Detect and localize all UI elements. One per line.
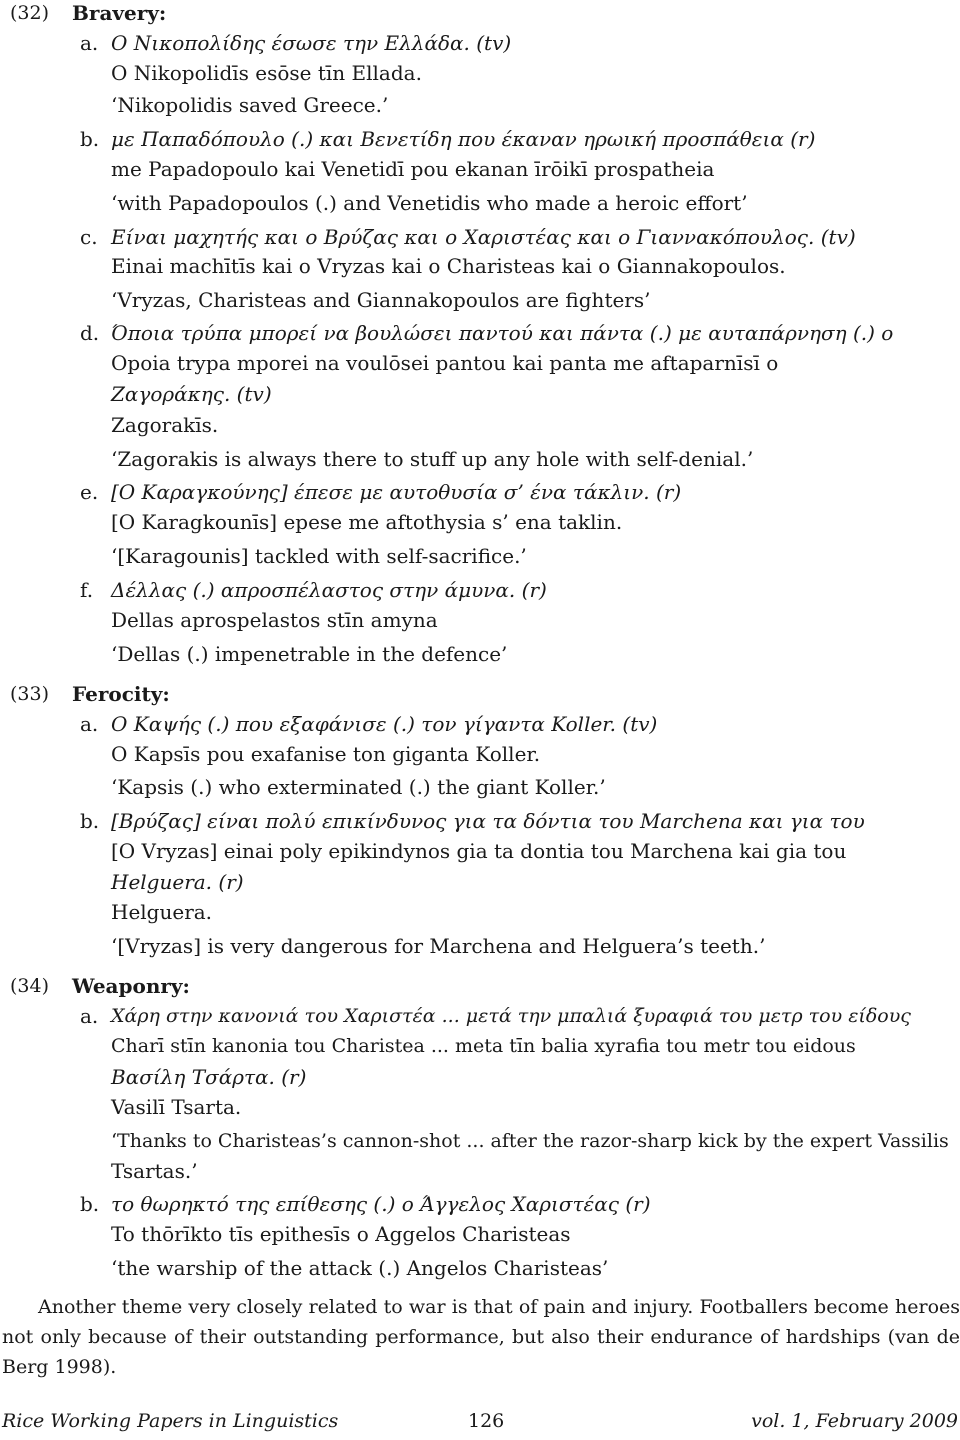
gloss-line: ‘Thanks to Charisteas’s cannon-shot ... after the razor-sharp kick by the expert Vassilis (111, 1130, 949, 1152)
example-title-weaponry: Weaponry: (72, 974, 190, 998)
item-label: b. (80, 1192, 100, 1216)
greek-line: Όποια τρύπα μπορεί να βουλώσει παντού και πάντα (.) με αυταπάρνηση (.) ο (111, 321, 894, 345)
transliteration-line: Dellas aprospelastos stīn amyna (111, 608, 438, 632)
greek-line-continued: Helguera. (r) (111, 870, 244, 894)
example-number-34: (34) (10, 975, 50, 997)
gloss-line: ‘Zagorakis is always there to stuff up any hole with self-denial.’ (111, 447, 754, 471)
item-label: b. (80, 127, 100, 151)
greek-line-continued: Ζαγοράκης. (tv) (111, 382, 272, 406)
transliteration-line-continued: Vasilī Tsarta. (111, 1095, 242, 1119)
transliteration-line: Einai machītīs kai o Vryzas kai o Charisteas kai o Giannakopoulos. (111, 254, 786, 278)
transliteration-line-continued: Helguera. (111, 900, 213, 924)
transliteration-line: To thōrīkto tīs epithesīs o Aggelos Charisteas (111, 1222, 571, 1246)
gloss-line: ‘Kapsis (.) who exterminated (.) the giant Koller.’ (111, 775, 606, 799)
greek-line: [Βρύζας] είναι πολύ επικίνδυνος για τα δόντια του Marchena και για του (111, 809, 865, 833)
item-label: c. (80, 225, 98, 249)
item-label: d. (80, 321, 100, 345)
transliteration-line: O Kapsīs pou exafanise ton giganta Koller. (111, 742, 541, 766)
transliteration-line: Opoia trypa mporei na voulōsei pantou kai panta me aftaparnīsī o (111, 351, 779, 375)
transliteration-line: O Nikopolidīs esōse tīn Ellada. (111, 61, 422, 85)
body-paragraph: Another theme very closely related to war is that of pain and injury. Footballers become heroes not only because of their outstanding performance, but also their endurance of hardships (van de Berg 1998). (2, 1296, 960, 1378)
footer-volume: vol. 1, February 2009 (751, 1410, 958, 1432)
gloss-line: ‘[Karagounis] tackled with self-sacrifice.’ (111, 544, 527, 568)
gloss-line: ‘the warship of the attack (.) Angelos Charisteas’ (111, 1256, 609, 1280)
example-title-bravery: Bravery: (72, 1, 167, 25)
item-label: a. (80, 1004, 99, 1028)
gloss-line: ‘Dellas (.) impenetrable in the defence’ (111, 642, 508, 666)
gloss-line: ‘with Papadopoulos (.) and Venetidis who made a heroic effort’ (111, 191, 748, 215)
greek-line: Ο Νικοπολίδης έσωσε την Ελλάδα. (tv) (111, 31, 512, 55)
gloss-line-continued: Tsartas.’ (111, 1159, 198, 1183)
greek-line: [Ο Καραγκούνης] έπεσε με αυτοθυσία σ’ ένα τάκλιν. (r) (111, 480, 682, 504)
gloss-line: ‘[Vryzas] is very dangerous for Marchena and Helguera’s teeth.’ (111, 934, 766, 958)
greek-line: Δέλλας (.) απροσπέλαστος στην άμυνα. (r) (111, 578, 547, 602)
item-label: a. (80, 31, 99, 55)
gloss-line: ‘Nikopolidis saved Greece.’ (111, 93, 389, 117)
transliteration-line: [O Vryzas] einai poly epikindynos gia ta dontia tou Marchena kai gia tou (111, 839, 847, 863)
example-title-ferocity: Ferocity: (72, 682, 170, 706)
greek-line: Είναι μαχητής και ο Βρύζας και ο Χαριστέας και ο Γιαννακόπουλος. (tv) (111, 225, 856, 249)
gloss-line: ‘Vryzas, Charisteas and Giannakopoulos are fighters’ (111, 288, 651, 312)
transliteration-line: [O Karagkounīs] epese me aftothysia s’ ena taklin. (111, 510, 623, 534)
greek-line: Ο Καψής (.) που εξαφάνισε (.) τον γίγαντα Koller. (tv) (111, 712, 658, 736)
greek-line: το θωρηκτό της επίθεσης (.) ο Άγγελος Χαριστέας (r) (111, 1192, 651, 1216)
footer-journal: Rice Working Papers in Linguistics (2, 1410, 339, 1432)
item-label: f. (80, 578, 94, 602)
transliteration-line: Charī stīn kanonia tou Charistea ... meta tīn balia xyrafia tou metr tou eidous (111, 1035, 856, 1057)
transliteration-line-continued: Zagorakīs. (111, 413, 219, 437)
example-number-32: (32) (10, 2, 50, 24)
item-label: b. (80, 809, 100, 833)
greek-line: Χάρη στην κανονιά του Χαριστέα ... μετά την μπαλιά ξυραφιά του μετρ του είδους (111, 1005, 911, 1027)
example-number-33: (33) (10, 683, 50, 705)
item-label: a. (80, 712, 99, 736)
transliteration-line: me Papadopoulo kai Venetidī pou ekanan īrōikī prospatheia (111, 157, 715, 181)
greek-line-continued: Βασίλη Τσάρτα. (r) (111, 1065, 307, 1089)
page-number: 126 (468, 1410, 505, 1432)
greek-line: με Παπαδόπουλο (.) και Βενετίδη που έκαναν ηρωική προσπάθεια (r) (111, 127, 816, 151)
item-label: e. (80, 480, 99, 504)
